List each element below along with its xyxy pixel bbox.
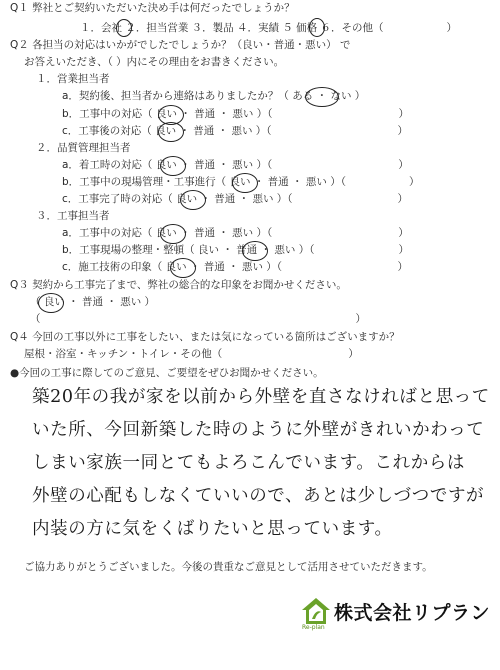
construction-item-a: a．工事中の対応（ 良い ・ 普通 ・ 悪い ）（ ）: [62, 227, 409, 239]
question-3-reason: （ ）: [30, 313, 366, 325]
question-2-instruction: お答えいただき、（ ）内にその理由をお書きください。: [24, 56, 285, 68]
company-sub: Re-plan: [302, 624, 325, 631]
section-sales-title: １．営業担当者: [36, 73, 110, 85]
section-construction-title: ３．工事担当者: [36, 210, 110, 222]
section-quality-title: ２．品質管理担当者: [36, 142, 131, 154]
sales-item-b: b．工事中の対応（ 良い ・ 普通 ・ 悪い ）（ ）: [62, 108, 409, 120]
question-1-options: １．会社 ２．担当営業 ３．製品 ４．実績 ５ 価格 ６．その他（ ）: [80, 22, 458, 34]
mark-circle-sales-c: [158, 122, 184, 142]
mark-circle-quality-a: [160, 156, 186, 176]
question-4-options: 屋根・浴室・キッチン・トイレ・その他（ ）: [24, 348, 359, 360]
quality-item-a: a．着工時の対応（ 良い ・ 普通 ・ 悪い ）（ ）: [62, 159, 409, 171]
question-1: Q１ 弊社とご契約いただいた決め手は何だったでしょうか？: [10, 2, 295, 14]
company-name: 株式会社リプラン: [334, 602, 491, 624]
question-2: Q２ 各担当の対応はいかがでしたでしょうか？（良い・普通・悪い） で: [10, 39, 351, 51]
mark-circle-quality-b: [232, 173, 258, 193]
quality-item-b: b．工事中の現場管理・工事進行（ 良い ・ 普通 ・ 悪い ）（ ）: [62, 176, 420, 188]
question-3-rating: （ 良い ・ 普通 ・ 悪い ）: [30, 296, 156, 308]
mark-circle-option-5: [309, 18, 325, 37]
mark-circle-construction-c: [170, 258, 196, 278]
construction-item-c: c．施工技術の印象（ 良い ・ 普通 ・ 悪い ）（ ）: [62, 261, 409, 273]
question-4: Q４ 今回の工事以外に工事をしたい、または気になっている箇所はございますか？: [10, 331, 400, 343]
handwritten-comment-line: 外壁の心配もしなくていいので、あとは少しづつですが: [32, 486, 485, 506]
handwritten-comment-line: 内装の方に気をくばりたいと思っています。: [32, 519, 393, 539]
quality-item-c: c．工事完了時の対応（ 良い ・ 普通 ・ 悪い ）（ ）: [62, 193, 409, 205]
comment-prompt: ●今回の工事に際してのご意見、ご要望をぜひお聞かせください。: [10, 367, 324, 379]
mark-circle-q3: [38, 293, 64, 313]
handwritten-comment-line: 築20年の我が家を以前から外壁を直さなければと思って: [32, 387, 490, 407]
handwritten-comment-line: いた所、今回新築した時のように外壁がきれいかわって: [32, 420, 485, 440]
company-logo: [300, 596, 495, 636]
mark-circle-option-2: [116, 19, 132, 37]
handwritten-comment-line: しまい家族一同とてもよろこんでいます。これからは: [32, 453, 465, 473]
sales-item-c: c．工事後の対応（ 良い ・ 普通 ・ 悪い ）（ ）: [62, 125, 409, 137]
construction-item-b: b．工事現場の整理・整頓（ 良い ・ 普通 ・ 悪い ）（ ）: [62, 244, 409, 256]
mark-circle-aru: [305, 87, 339, 107]
question-3: Q３ 契約から工事完了まで、弊社の総合的な印象をお聞かせください。: [10, 279, 347, 291]
mark-circle-construction-a: [160, 224, 186, 244]
thanks-message: ご協力ありがとうございました。今後の貴重なご意見として活用させていただきます。: [24, 561, 433, 573]
mark-circle-construction-b: [242, 241, 268, 261]
house-logo-icon: [300, 596, 332, 626]
mark-circle-quality-c: [180, 190, 206, 210]
sales-item-a: a．契約後、担当者から連絡はありましたか？（ ある ・ ない ）: [62, 90, 366, 102]
